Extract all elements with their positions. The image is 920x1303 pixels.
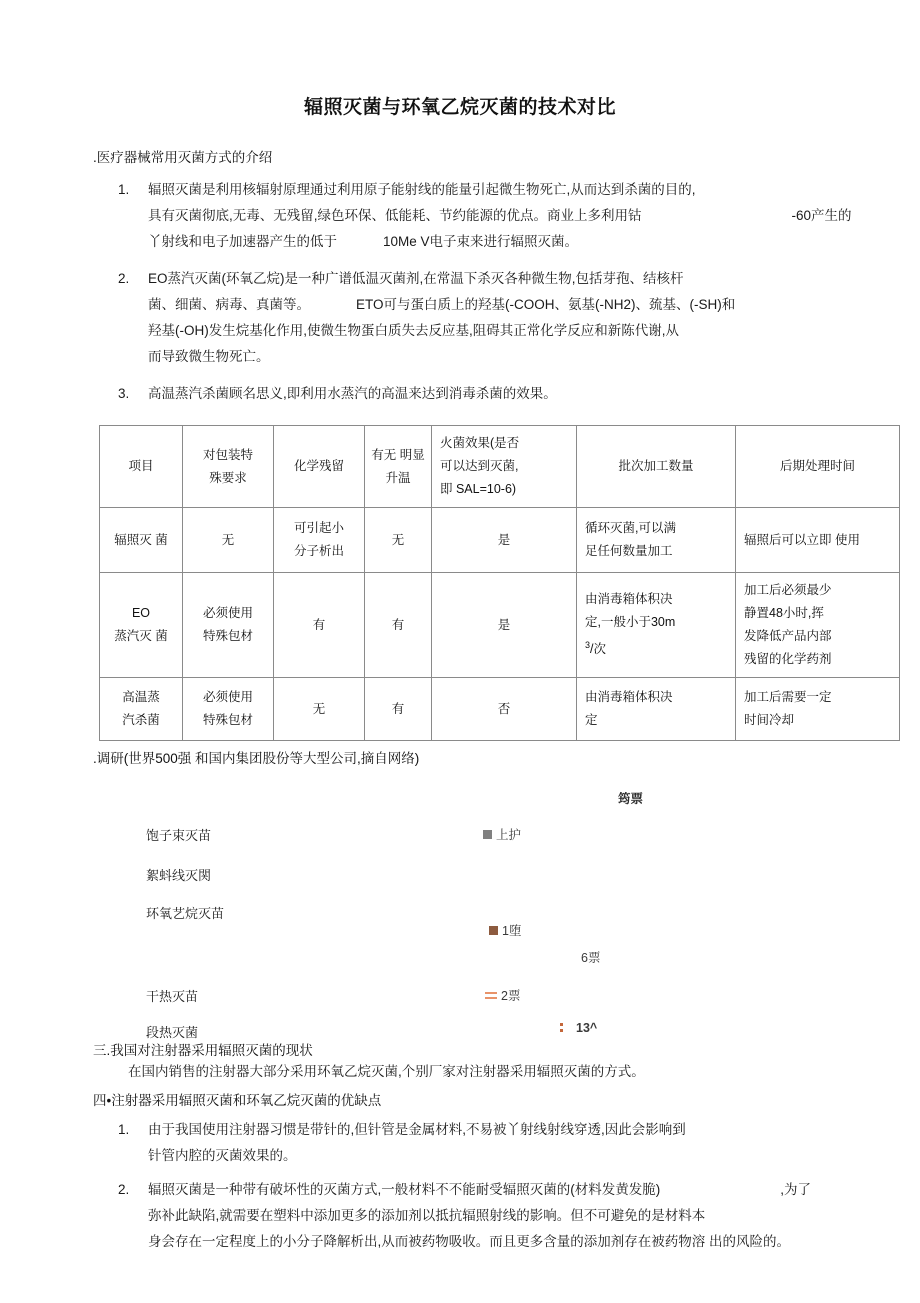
cell-method-name xyxy=(100,678,183,741)
col-header-line: 殊要求 xyxy=(209,470,247,485)
list-line xyxy=(148,292,920,318)
list-line-text: 丫射线和电子加速器产生的低于 xyxy=(148,234,337,249)
superscript: 3 xyxy=(585,640,591,651)
list-item xyxy=(0,381,920,407)
chart-category-label: 饱子束灭苗 xyxy=(146,828,212,843)
cell-line-text: /次 xyxy=(590,642,606,657)
cell-line: 发降低产品内部 xyxy=(744,629,832,643)
col-header-line: 有无 明显 xyxy=(371,447,425,462)
cell-residue: 有 xyxy=(274,573,365,678)
cell-effect: 是 xyxy=(432,508,577,573)
section-1-heading: .医疗器械常用灭菌方式的介绍 xyxy=(93,150,273,165)
list-item-number: 2. xyxy=(118,1182,130,1197)
comparison-table xyxy=(99,425,900,741)
cell-post xyxy=(736,678,900,741)
col-header-heating xyxy=(365,426,432,508)
list-line-text: -60产生的 xyxy=(791,208,852,223)
cell-batch xyxy=(577,573,736,678)
cell-line: 加工后必须最少 xyxy=(744,583,832,597)
chart-category-label: 段热灭菌 xyxy=(146,1025,199,1040)
col-header-line: 即 SAL=10-6) xyxy=(440,482,517,496)
list-line: 弥补此缺陷,就需要在塑料中添加更多的添加剂以抵抗辐照射线的影响。但不可避免的是材料本 xyxy=(148,1208,706,1223)
chart-value-label xyxy=(489,921,521,939)
page-title: 辐照灭菌与环氧乙烷灭菌的技术对比 xyxy=(303,97,616,118)
list-line xyxy=(148,1177,920,1203)
chart-value-text: 13^ xyxy=(576,1021,598,1035)
cell-line: 必须使用 xyxy=(202,606,253,620)
cell-post xyxy=(736,573,900,678)
col-header-residue: 化学残留 xyxy=(274,426,365,508)
list-line-text: ,为了 xyxy=(780,1182,812,1197)
list-item-number: 2. xyxy=(118,271,130,286)
cell-packaging xyxy=(183,678,274,741)
cell-line: 汽杀菌 xyxy=(122,713,160,727)
chart-value-text: 6票 xyxy=(581,951,601,965)
col-header-packaging xyxy=(183,426,274,508)
section-1-list xyxy=(0,177,920,407)
section-4-heading: 四•注射器采用辐照灭菌和环氧乙烷灭菌的优缺点 xyxy=(93,1093,382,1108)
cell-line: 时间冷却 xyxy=(744,713,795,727)
cell-effect: 否 xyxy=(432,678,577,741)
list-line: 羟基(-OH)发生烷基化作用,使微生物蛋白质失去反应基,阻碍其正常化学反应和新陈代谢,从 xyxy=(148,323,679,338)
col-header-item: 项目 xyxy=(100,426,183,508)
cell-heating: 有 xyxy=(365,678,432,741)
cell-heating: 有 xyxy=(365,573,432,678)
list-item xyxy=(0,1177,920,1255)
cell-batch xyxy=(577,508,736,573)
cell-line: 蒸汽灭 菌 xyxy=(114,629,168,643)
table-head xyxy=(100,426,900,508)
list-line-text: 具有灭菌彻底,无毒、无残留,绿色环保、低能耗、节约能源的优点。商业上多利用钴 xyxy=(148,208,642,223)
list-item xyxy=(0,1117,920,1169)
list-item xyxy=(0,177,920,255)
list-line: 而导致微生物死亡。 xyxy=(148,349,270,364)
chart-value-label xyxy=(485,986,520,1004)
cell-line: 定 xyxy=(585,713,598,727)
chart-value-label xyxy=(483,825,521,843)
cell-line: 加工后需要一定 xyxy=(744,690,832,704)
cell-line: 特殊包材 xyxy=(202,629,253,643)
cell-line: EO xyxy=(131,606,151,620)
table-row xyxy=(100,508,900,573)
table-body xyxy=(100,508,900,741)
chart-value-text: 2票 xyxy=(501,989,521,1003)
col-header-line: 火菌效果(是否 xyxy=(440,436,520,450)
legend-swatch-icon xyxy=(483,830,492,839)
cell-line: 由消毒箱体积决 xyxy=(585,690,673,704)
table-row xyxy=(100,573,900,678)
cell-line: 定,一般小于30m xyxy=(585,615,676,630)
legend-lines-icon xyxy=(485,991,497,1000)
cell-line: 足任何数量加工 xyxy=(585,544,673,558)
list-line-text: 菌、细菌、病毒、真菌等。 xyxy=(148,297,310,312)
list-line-text: 10Me V电子束来进行辐照灭菌。 xyxy=(383,234,579,249)
col-header-batch: 批次加工数量 xyxy=(577,426,736,508)
cell-method-name xyxy=(100,573,183,678)
chart-value-label xyxy=(560,1021,597,1035)
cell-line: 分子析出 xyxy=(293,544,344,558)
cell-heating: 无 xyxy=(365,508,432,573)
cell-packaging xyxy=(183,573,274,678)
cell-line: 必须使用 xyxy=(202,690,253,704)
col-header-effect xyxy=(432,426,577,508)
list-line xyxy=(148,203,920,229)
section-3-paragraph: 在国内销售的注射器大部分采用环氧乙烷灭菌,个别厂家对注射器采用辐照灭菌的方式。 xyxy=(128,1064,645,1079)
cell-packaging: 无 xyxy=(183,508,274,573)
survey-chart xyxy=(99,771,832,1040)
cell-line: 残留的化学药剂 xyxy=(744,652,832,666)
cell-residue: 无 xyxy=(274,678,365,741)
col-header-post: 后期处理时间 xyxy=(736,426,900,508)
table-row xyxy=(100,678,900,741)
section-4-list xyxy=(0,1117,920,1255)
cell-method-name: 辐照灭 菌 xyxy=(100,508,183,573)
list-item xyxy=(0,266,920,370)
chart-value-label xyxy=(581,948,600,966)
chart-category-label: 干热灭苗 xyxy=(146,989,199,1004)
list-line-text: ETO可与蛋白质上的羟基(-COOH、氨基(-NH2)、巯基、(-SH)和 xyxy=(356,297,736,312)
list-line: 针管内腔的灭菌效果的。 xyxy=(148,1148,297,1163)
chart-category-label: 絮蚪线灭関 xyxy=(146,868,212,883)
col-header-line: 可以达到灭菌, xyxy=(440,459,519,473)
chart-title: 筠票 xyxy=(618,792,644,806)
list-line xyxy=(148,229,920,255)
cell-line: 由消毒箱体积决 xyxy=(585,592,673,607)
list-line: 由于我国使用注射器习惯是带针的,但针管是金属材料,不易被丫射线射线穿透,因此会影响到 xyxy=(148,1122,686,1137)
chart-value-text: 上护 xyxy=(496,828,522,842)
cell-line: 可引起小 xyxy=(293,521,344,535)
section-2-heading: .调研(世界500强 和国内集团股份等大型公司,摘自网络) xyxy=(93,751,420,766)
list-line-text: 辐照灭菌是一种带有破坏性的灭菌方式,一般材料不不能耐受辐照灭菌的(材料发黄发脆) xyxy=(148,1182,661,1197)
legend-dots-icon xyxy=(560,1023,564,1034)
list-line: 身会存在一定程度上的小分子降解析出,从而被药物吸收。而且更多含量的添加剂存在被药物溶 出的风险的。 xyxy=(148,1234,791,1249)
cell-line: 静置48小时,挥 xyxy=(744,606,824,620)
cell-post xyxy=(736,508,900,573)
cell-line: 高温蒸 xyxy=(122,690,160,704)
list-item-number: 3. xyxy=(118,386,130,401)
cell-residue xyxy=(274,508,365,573)
list-line: 辐照灭菌是利用核辐射原理通过利用原子能射线的能量引起微生物死亡,从而达到杀菌的目的, xyxy=(148,182,696,197)
list-line: EO蒸汽灭菌(环氧乙烷)是一种广谱低温灭菌剂,在常温下杀灭各种微生物,包括芽孢、结核杆 xyxy=(148,271,684,286)
cell-line: 特殊包材 xyxy=(202,713,253,727)
list-line: 高温蒸汽杀菌顾名思义,即利用水蒸汽的高温来达到消毒杀菌的效果。 xyxy=(148,386,557,401)
cell-batch xyxy=(577,678,736,741)
cell-line: 辐照后可以立即 使用 xyxy=(744,532,860,547)
col-header-line: 升温 xyxy=(385,470,411,485)
cell-line: 循环灭菌,可以满 xyxy=(585,521,676,535)
col-header-line: 对包装特 xyxy=(202,447,253,462)
list-item-number: 1. xyxy=(118,1122,130,1137)
list-item-number: 1. xyxy=(118,182,130,197)
legend-swatch-icon xyxy=(489,926,498,935)
cell-line xyxy=(585,634,731,661)
cell-effect: 是 xyxy=(432,573,577,678)
chart-value-text: 1堕 xyxy=(502,924,522,938)
section-3-heading: 三.我国对注射器采用辐照灭菌的现状 xyxy=(93,1043,313,1058)
table-header-row xyxy=(100,426,900,508)
chart-category-label: 环氧艺烷灭苗 xyxy=(146,906,225,921)
